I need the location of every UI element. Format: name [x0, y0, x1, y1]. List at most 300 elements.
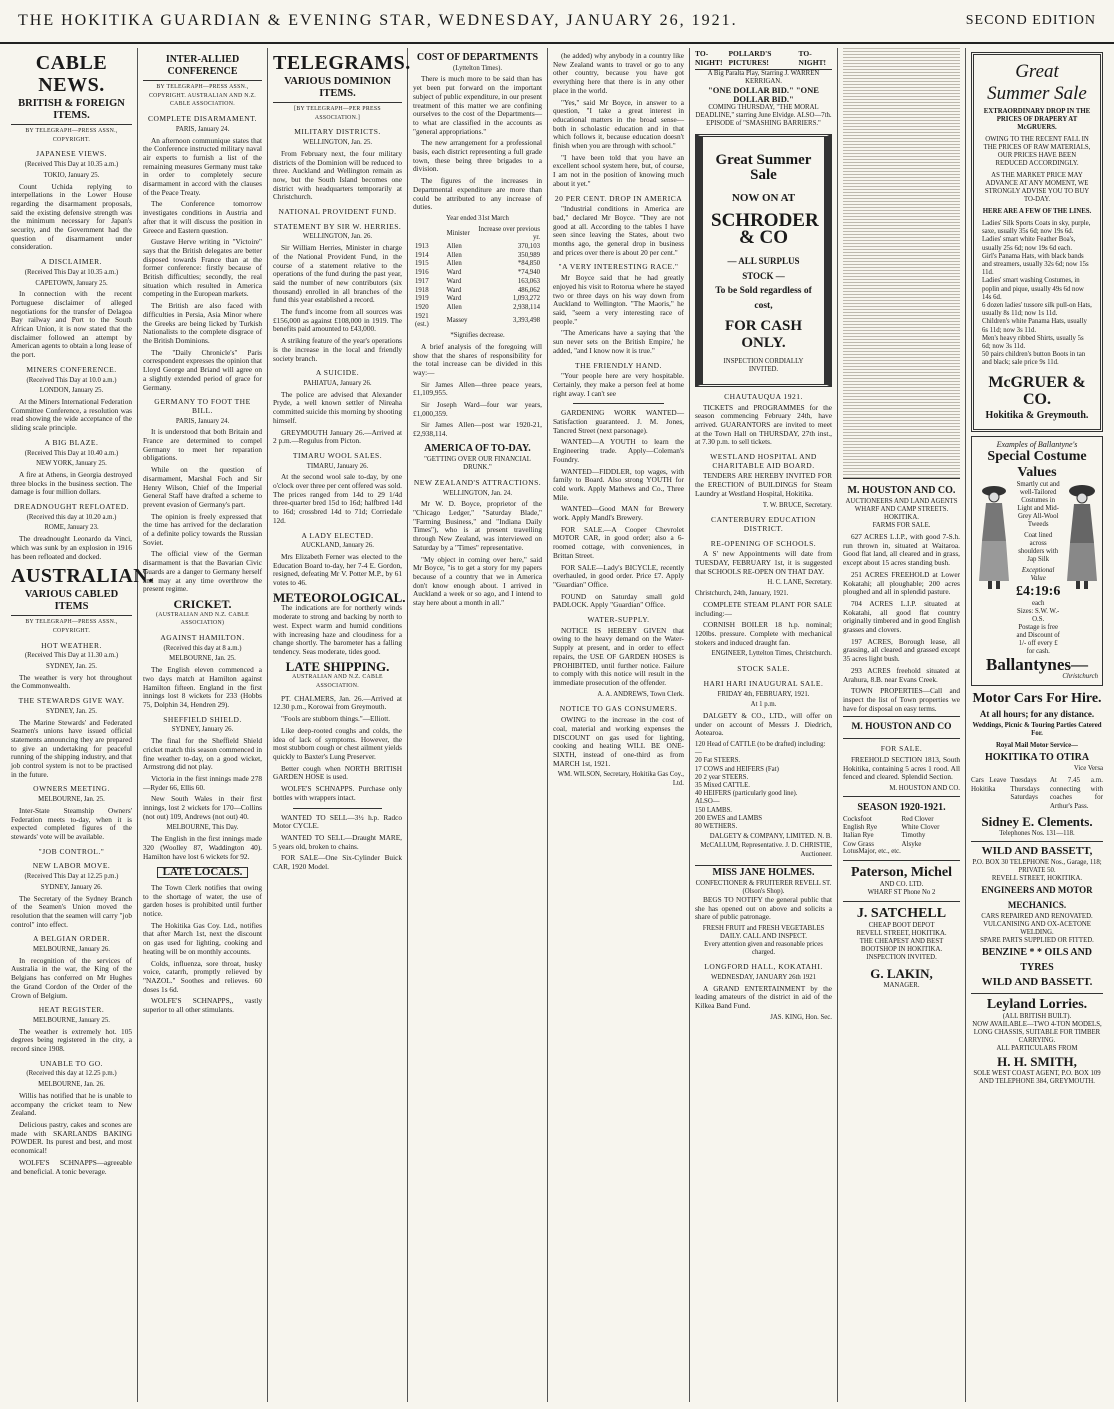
- wild-bassett: WILD AND BASSETT,: [971, 841, 1103, 859]
- sizes: Sizes: S.W. W.-O.S.: [1017, 608, 1060, 624]
- longford-date: WEDNESDAY, JANUARY 26th 1921: [710, 973, 817, 981]
- schroder-name: SCHRODER & CO: [711, 209, 819, 248]
- for-sale-sign: M. HOUSTON AND CO.: [889, 785, 960, 793]
- minister-cell: Massey: [446, 317, 468, 325]
- article-body: At the Miners International Federation Committee Conference, a resolution was read showing the wide acceptance of the sliding scale principle.: [11, 396, 132, 433]
- motor-subtitle: Weddings, Picnic & Touring Parties Catered For.: [972, 722, 1102, 738]
- cost-departments-heading: COST OF DEPARTMENTS: [416, 52, 539, 63]
- minister-cell: Ward: [446, 277, 462, 285]
- article-title: THE FRIENDLY HAND.: [575, 360, 662, 370]
- table-row: [413, 278, 542, 287]
- late-locals-heading: LATE LOCALS.: [157, 867, 248, 878]
- paterson-name: Paterson, Michel: [843, 860, 960, 881]
- lady-left-illustration: [976, 481, 1012, 591]
- classified-ad: WANTED TO SELL—3½ h.p. Radco Motor CYCLE.: [273, 812, 402, 831]
- wild-bassett-2: WILD AND BASSETT.: [981, 975, 1093, 988]
- article-title: A LADY ELECTED.: [301, 530, 374, 540]
- article-body: A striking feature of the year's operations is the increase in the local and friendly society branch.: [273, 336, 402, 363]
- motor-subtitle: At all hours; for any distance.: [979, 709, 1095, 720]
- dateline: SYDNEY, January 26.: [40, 883, 103, 891]
- price: £4:19:6: [1016, 584, 1061, 600]
- pictures-topline: [695, 48, 832, 70]
- increase-cell: 370,103: [517, 243, 540, 251]
- meteorological-heading: METEOROLOGICAL.: [273, 589, 406, 605]
- article-title: OWNERS MEETING.: [33, 784, 110, 794]
- dateline: ROME, January 23.: [44, 524, 99, 532]
- leyland-body: NOW AVAILABLE—TWO 4-TON MODELS, LONG CHASSIS, SUITABLE FOR TIMBER CARRYING.: [972, 1020, 1102, 1044]
- article-body: Mrs Elizabeth Ferner was elected to the Education Board to-day, her 7-4 E. Gordon, resigned, defeating Mr V. Potter M.P., by 61 votes to 46.: [273, 551, 402, 588]
- byline: (AUSTRALIAN AND N.Z. CABLE ASSOCIATION): [156, 611, 249, 627]
- royal-schedule-cars: Cars Leave Hokitika: [971, 776, 1007, 793]
- columns: [6, 48, 1108, 1402]
- mcgruer-name: McGRUER & CO.: [988, 373, 1086, 408]
- dateline: PARIS, January 24.: [175, 125, 230, 133]
- article-body: Count Uchida replying to interpellations in the Lower House regarding the disarmament proposals, said the existing defensive strength was the minimum necessary for Japan's security, and the Government had the question of disarmament under consideration.: [11, 181, 132, 252]
- article-title: NEW LABOR MOVE.: [32, 861, 111, 871]
- holmes-body: BEGS TO NOTIFY the general public that she has opened out on above and solicits a share of public patronage.: [695, 895, 832, 922]
- royal-vice-versa: Vice Versa: [1073, 765, 1103, 773]
- mcgruer-sale-subtitle: EXTRAORDINARY DROP IN THE PRICES OF DRAPERY AT McGRUERS.: [983, 108, 1091, 131]
- year-cell: 1921 (est.): [415, 312, 429, 329]
- dateline: SYDNEY, January 26.: [171, 726, 234, 734]
- article-body: "Industrial conditions in America are bad," declared Mr Boyce. "They are not good at all. According to the tables I have seen since leaving the States, about two months ago, the general drop in business and prices over there is about 20 per cent.": [553, 204, 684, 257]
- seed-item: Alsyke: [901, 839, 922, 848]
- plant-body: CORNISH BOILER 18 h.p. nominal; 120lbs. pressure. Complete with mechanical stokers and induced draught fan.: [695, 620, 832, 647]
- spare-parts: SPARE PARTS SUPPLIED OR FITTED.: [980, 936, 1094, 944]
- article-title: DREADNOUGHT REFLOATED.: [13, 502, 130, 512]
- list-item: 20 Fat STEERS.: [695, 757, 741, 765]
- surplus-stock: — ALL SURPLUS STOCK —: [727, 255, 800, 281]
- article-body: Sir Joseph Ward—four war years, £1,000,359.: [413, 400, 542, 418]
- ballantynes-body: Smartly cut and well-Tailored Costumes in Light and Mid-Grey All-Wool Tweeds: [1016, 481, 1060, 529]
- telegrams-heading: TELEGRAMS.: [273, 52, 411, 74]
- column-adverts-a: [690, 48, 838, 1402]
- notice-title: NOTICE TO GAS CONSUMERS.: [559, 704, 678, 714]
- cash-only: FOR CASH ONLY.: [724, 317, 803, 351]
- lady-right-illustration: [1064, 481, 1100, 591]
- article-body: The English eleven commenced a two days match at Hamilton against Hamilton fifteen. England in the first innings lost 8 wickets for 233 (Hobbs 75, Dolphin 34, Hendren 29).: [143, 665, 262, 709]
- schroder-sale-advert: [695, 134, 832, 387]
- satchell-subtitle: CHEAP BOOT DEPOT: [868, 922, 935, 930]
- list-item: Girl's Panama Hats, with black bands and streamers, usually 32s 6d; now 15s 11d.: [982, 252, 1089, 277]
- leyland-subtitle: (ALL BRITISH BUILT).: [1002, 1012, 1072, 1020]
- chautauqua-body: TICKETS and PROGRAMMES for the season commencing February 24th, have arrived. GUARANTORS are invited to meet at the Town Hall on THURSDAY, 27th inst., at 7.30 p.m. to sell tickets.: [695, 402, 832, 447]
- list-item: 120 Head of CATTLE (to be drafted) including:—: [695, 741, 826, 757]
- hospital-title: WESTLAND HOSPITAL AND CHARITABLE AID BOARD.: [710, 452, 817, 470]
- pictures-title: "ONE DOLLAR BID." "ONE DOLLAR BID.": [708, 85, 819, 105]
- hospital-sign: T. W. BRUCE, Secretary.: [762, 501, 832, 509]
- ballantynes-body-row: [976, 481, 1098, 656]
- edition-label: SECOND EDITION: [965, 13, 1096, 28]
- list-item: ALSO—: [695, 798, 720, 806]
- article-title: HEAT REGISTER.: [38, 1005, 105, 1015]
- plant-title: COMPLETE STEAM PLANT FOR SALE including:—: [695, 599, 832, 618]
- seed-item: Timothy: [901, 831, 926, 840]
- houston-footer: M. HOUSTON AND CO: [843, 716, 960, 739]
- received-line: (Received This Day at 10.35 a.m.): [24, 161, 119, 169]
- motor-title: Motor Cars For Hire.: [972, 691, 1102, 707]
- column-telegrams: [268, 48, 411, 1402]
- minister-cell: Allen: [446, 251, 462, 259]
- blank-hatched-space: [843, 48, 960, 478]
- royal-mail: Royal Mail Motor Service—: [996, 742, 1078, 750]
- seed-item: Cow Grass: [843, 839, 874, 848]
- article-body: Gustave Herve writing in "Victoire" says that the British delegates are better disposed towards France than at the former conference: firstly because of British difficulties; secondly, the real situation which resulted in America competing in the European markets.: [143, 237, 262, 299]
- longford-title: LONGFORD HALL, KOKATAHI.: [704, 962, 823, 972]
- satchell-address: REVELL STREET, HOKITIKA.: [856, 930, 947, 938]
- classified-ad: GARDENING WORK WANTED—Satisfaction guaranteed. J. M. Jones, Tancred Street (next parsonage).: [553, 408, 684, 435]
- seed-item: English Rye: [843, 823, 878, 832]
- article-body: The figures of the increases in Departmental expenditure are more than could be attributed to any increase of duties.: [413, 176, 542, 212]
- list-item: 20 2 year STEERS.: [695, 773, 749, 781]
- stock-sale-body: DALGETY & CO., LTD., will offer on under on account of Messrs J. Diedrich, Aotearoa.: [695, 710, 832, 738]
- stock-sale-sign: DALGETY & COMPANY, LIMITED. N. B. McCALLUM, Representative. J. D. CHRISTIE, Auctioneer.: [700, 833, 832, 858]
- stock-sale-date: FRIDAY 4th, FEBRUARY, 1921.: [717, 690, 810, 698]
- table-row: [413, 304, 542, 313]
- column-adverts-c: [966, 48, 1108, 1402]
- article-title: "A VERY INTERESTING RACE.": [558, 262, 679, 272]
- minister-cell: Ward: [446, 286, 462, 294]
- list-item: 150 LAMBS.: [695, 806, 733, 814]
- lakin-name: G. LAKIN,: [870, 966, 933, 982]
- article-title: MINERS CONFERENCE.: [26, 364, 117, 374]
- article-body: PT. CHALMERS, Jan. 26.—Arrived at 12.30 p.m., Korowai from Greymouth.: [273, 693, 402, 712]
- tonight-right: TO-NIGHT!: [798, 49, 827, 67]
- article-title: THE STEWARDS GIVE WAY.: [18, 696, 125, 706]
- increase-cell: 486,062: [517, 286, 540, 294]
- dateline: MELBOURNE, Jan. 25.: [169, 655, 236, 663]
- article-subtitle: NEW ZEALAND'S ATTRACTIONS.: [413, 477, 542, 487]
- dateline: TOKIO, January 25.: [43, 171, 100, 179]
- ballantynes-title: Special Costume Values: [987, 449, 1087, 481]
- article-body: At the second wool sale to-day, by one o'clock over three per cent offered was sold. The prices ranged from 14d to 29 1/4d three-quarter bred 15d to 16d; halfbred 14d to 16d; crossbred 14d to 71d; Corriedale 12d.: [273, 472, 402, 525]
- engineers: ENGINEERS AND MOTOR MECHANICS.: [981, 884, 1093, 910]
- list-item: 35 Mixed CATTLE.: [695, 782, 750, 790]
- list-item: 6 dozen ladies' tussore silk pull-on Hats, usually 8s 11d; now 1s 11d.: [982, 302, 1092, 318]
- list-item: 40 HEIFERS (particularly good line).: [695, 790, 798, 798]
- article-body: The Hokitika Gas Coy. Ltd., notifies that after March 1st, next the discount on gas used for lighting, cooking and heating will be on monthly accounts.: [143, 920, 262, 956]
- ballantynes-text: [1016, 481, 1060, 656]
- article-body: The indications are for northerly winds moderate to strong and backing by north to west. Expect warm and humid conditions with increasing haze and cloudiness for a change shortly. The barometer has a falling tendency. Seas moderate, tides good.: [273, 603, 402, 656]
- article-body: "My object in coming over here," said Mr Boyce, "is to get a story for my papers because of a country that we in America don't know enough about. I arrived in Auckland a week or so ago, and I intend to stay here about a month in all.": [413, 554, 542, 608]
- article-body: The opinion is freely expressed that the time has arrived for the declaration of a definite policy towards the Russian Soviet.: [143, 511, 262, 547]
- article-body: The Conference tomorrow investigates conditions in Austria and after that it will discuss the position in Greece and Eastern question.: [143, 199, 262, 235]
- year-cell: 1920: [415, 303, 429, 311]
- sold-regardless: To be Sold regardless of cost,: [715, 285, 812, 311]
- expenditure-table: [413, 226, 542, 330]
- article-title: A BIG BLAZE.: [44, 437, 99, 447]
- table-header-cell: Increase over previous yr.: [478, 225, 540, 242]
- column-inter-allied: [138, 48, 268, 1402]
- hospital-body: TENDERS ARE HEREBY INVITED FOR the ERECTION of BUILDINGS for Steam Laundry at Westland Hospital, Hokitika.: [695, 471, 832, 498]
- article-title: 20 PER CENT. DROP IN AMERICA: [554, 193, 683, 203]
- article-body: "The Americans have a saying that 'the sun never sets on the British Empire,' he added, "and I know now it is true.": [553, 328, 684, 355]
- inspection-invited: INSPECTION CORDIALLY INVITED.: [723, 357, 804, 373]
- royal-schedule: [971, 776, 1103, 810]
- minister-cell: Ward: [446, 269, 462, 277]
- article-title: JAPANESE VIEWS.: [36, 149, 107, 159]
- article-title: A BELGIAN ORDER.: [33, 934, 110, 944]
- farm-listing: 197 ACRES, Borough lease, all grassing, all cleared and grassed except 35 acres light bush.: [843, 636, 960, 664]
- houston-subtitle: AUCTIONEERS AND LAND AGENTS: [845, 498, 958, 505]
- holmes-body: Every attention given and reasonable prices charged.: [704, 941, 823, 957]
- farm-listing: 704 ACRES L.I.P. situated at Kokatahi, all good flat country originally timbered and in good English grasses and clovers.: [843, 598, 960, 635]
- article-body: The Marine Stewards' and Federated Seamen's unions have issued official statements announcing they are prepared to give an undertaking for peaceful running of the shipping industry, and that job control system is not to be practised in the future.: [11, 717, 132, 779]
- table-header-cell: [413, 226, 445, 243]
- ballantynes-top: Examples of Ballantyne's: [996, 439, 1078, 449]
- article-body: Colds, influenza, sore throat, husky voice, catarrh, promptly relieved by "NAZOL." Soothes and relieves. 60 doses 1s 6d.: [143, 958, 262, 994]
- byline: BY TELEGRAPH—PRESS ASSN., COPYRIGHT. AUSTRALIAN AND N.Z. CABLE ASSOCIATION.: [148, 84, 257, 108]
- increase-cell: 3,393,498: [512, 317, 540, 325]
- increase-cell: *74,940: [517, 269, 540, 277]
- article-body: "Yes," said Mr Boyce, in answer to a question, "I take a great interest in educational matters in the broad sense—both in scholastic education and in that which follows it, because education doesn't finish when you are through with school.": [553, 97, 684, 151]
- stock-list: [695, 741, 832, 831]
- article-body: "Your people here are very hospitable. Certainly, they make a person feel at home right away. I can't see: [553, 371, 684, 398]
- farms-for-sale: FARMS FOR SALE.: [872, 522, 931, 529]
- list-item: 50 pairs children's button Boots in tan and black; sale price 9s 11d.: [982, 351, 1086, 367]
- year-cell: 1917: [415, 277, 429, 285]
- stock-sale-title: STOCK SALE.: [737, 664, 790, 674]
- increase-cell: 163,063: [517, 277, 540, 285]
- royal-schedule-days: Tuesdays Thursdays Saturdays: [1010, 776, 1040, 802]
- price-each: each: [1031, 600, 1045, 608]
- article-body: Victoria in the first innings made 278—Ryder 66, Ellis 60.: [143, 773, 262, 792]
- table-row: [413, 313, 542, 330]
- article-body: GREYMOUTH January 26.—Arrived at 2 p.m.—Regulus from Picton.: [273, 427, 402, 446]
- list-item: Men's heavy ribbed Shirts, usually 5s 6d; now 3s 11d.: [982, 334, 1084, 351]
- ballantynes-body: Coat lined across shoulders with Jap Silk: [1018, 532, 1059, 564]
- dateline: WELLINGTON, Jan. 25.: [302, 139, 373, 147]
- for-sale-title: FOR SALE.: [880, 744, 923, 754]
- article-title: TIMARU WOOL SALES.: [292, 450, 383, 460]
- article-body: Sir William Herries, Minister in charge of the National Provident Fund, in the course of a statement relative to the operations of the fund during the past year, said the number of new contributors (six thousand) enrolled in all branches of the fund this year established a record.: [273, 243, 402, 305]
- paterson-address: WHARF ST Phone No 2: [867, 889, 936, 897]
- column-cost-departments: [408, 48, 548, 1402]
- article-body: It is understood that both Britain and France are determined to compel Germany to meet her reparation obligations.: [143, 427, 262, 463]
- smith-subtitle: SOLE WEST COAST AGENT, P.O. BOX 109 AND TELEPHONE 384, GREYMOUTH.: [973, 1069, 1101, 1085]
- holmes-title: MISS JANE HOLMES.: [695, 865, 832, 878]
- holmes-body: FRESH FRUIT and FRESH VEGETABLES DAILY. CALL AND INSPECT.: [702, 925, 825, 941]
- farm-listing: 627 ACRES L.I.P., with good 7-S.h. run thrown in, situated at Waitaroa. Good flat land, all cleared and in grass, except about 15 acres standing bush.: [843, 532, 960, 568]
- farm-listing: 293 ACRES freehold situated at Arahura, 8.B. near Evans Creek.: [843, 665, 960, 684]
- article-title: MILITARY DISTRICTS.: [294, 127, 381, 137]
- america-heading: AMERICA OF TO-DAY.: [424, 442, 531, 454]
- list-item: 17 COWS and HEIFERS (Fat): [695, 765, 779, 773]
- dateline: SYDNEY, Jan. 25.: [45, 663, 98, 671]
- notice-signature: WM. WILSON, Secretary, Hokitika Gas Coy., Ltd.: [557, 771, 684, 788]
- clements-name: Sidney E. Clements.: [981, 813, 1093, 829]
- article-subtitle: "GETTING OVER OUR FINANCIAL DRUNK.": [424, 455, 531, 472]
- classified-ad: FOR SALE—One Six-Cylinder Buick CAR, 1920 Model.: [273, 853, 402, 872]
- clements-telephone: Telephones Nos. 131—118.: [999, 829, 1075, 837]
- dateline: WELLINGTON, Jan. 24.: [442, 489, 513, 497]
- article-title: COMPLETE DISARMAMENT.: [147, 114, 258, 124]
- satchell-name: J. SATCHELL: [843, 901, 960, 922]
- smith-name: H. H. SMITH,: [997, 1053, 1077, 1069]
- lines-title: HERE ARE A FEW OF THE LINES.: [982, 208, 1092, 215]
- article-body: "Fools are stubborn things."—Elliott.: [281, 714, 391, 724]
- byline: AUSTRALIAN AND N.Z. CABLE ASSOCIATION.: [292, 674, 383, 690]
- article-body: Sir James Allen—three peace years, £1,109,955.: [413, 379, 542, 398]
- divider: [573, 403, 664, 404]
- list-item: 200 EWES and LAMBS: [695, 814, 763, 822]
- dateline: MELBOURNE, January 26.: [32, 946, 111, 954]
- masthead-title: THE HOKITIKA GUARDIAN & EVENING STAR, WEDNESDAY, JANUARY 26, 1921.: [18, 12, 738, 29]
- received-line: (Received This Day at 12.25 p.m.): [24, 873, 119, 881]
- engineers-sub: CARS REPAIRED AND RENOVATED. VULCANISING AND OX-ACETONE WELDING.: [981, 912, 1093, 936]
- year-cell: 1914: [415, 251, 429, 259]
- article-body: In recognition of the services of Australia in the war, the King of the Belgians has conferred on Mr Hughes the Grand Cordon of the Order of the Crown of Belgium.: [11, 955, 132, 1000]
- ballantynes-city: Christchurch: [1062, 673, 1098, 681]
- chautauqua-title: CHAUTAUQUA 1921.: [724, 391, 803, 401]
- dateline: CAPETOWN, January 25.: [35, 279, 108, 287]
- cricket-heading: CRICKET.: [173, 596, 232, 611]
- sale-now-on: NOW ON AT: [731, 191, 796, 204]
- article-body: Like deep-rooted coughs and colds, the idea of lack of symptoms. However, the most stubborn cough or chest ailment yields quickly to Baxter's Lung Preserver.: [273, 725, 402, 761]
- source-line: (Lyttelton Times).: [452, 64, 503, 72]
- education-sign: H. C. LANE, Secretary.: [767, 579, 832, 587]
- table-row: [413, 260, 542, 269]
- farm-listing: TOWN PROPERTIES—Call and inspect the list of Town properties we have for disposal on easy terms.: [843, 686, 960, 713]
- article-body: The English in the first innings made 320 (Woolley 87, Waddington 40). Hamilton have lost 6 wickets for 92.: [143, 834, 262, 861]
- article-body: The weather is very hot throughout the Commonwealth.: [11, 672, 132, 691]
- article-body: In connection with the recent Portuguese disclaimer of alleged negotiations for the transfer of Delagoa Bay railway and Port to the South African Union, it is now stated that the disclaimer followed an attempt by American agents to obtain a long lease of the port.: [11, 289, 132, 360]
- classified-ad: FOR SALE.—A Cooper Chevrolet MOTOR CAR, in good order; also a 6-roomed cottage, with conveniences, in Brittan Street.: [553, 524, 684, 560]
- wild-box: P.O. BOX 30 TELEPHONE Nos., Garage, 118; PRIVATE 50.: [972, 858, 1102, 874]
- advert-text: Delicious pastry, cakes and scones are made with SKARLANDS BAKING POWDER. Its purest and best, and most economical!: [11, 1119, 132, 1156]
- received-line: (Received This Day at 10.40 a.m.): [24, 449, 119, 457]
- year-cell: 1919: [415, 295, 429, 303]
- dateline: TIMARU, January 26.: [306, 462, 369, 470]
- article-body: The police are advised that Alexander Pryde, a well known settler of Nireaha committed suicide this morning by shooting himself.: [273, 389, 402, 425]
- list-item: 80 WETHERS.: [695, 823, 738, 831]
- masthead: [0, 0, 1114, 44]
- education-body: A S' new Appointments will date from TUESDAY, FEBRUARY 1st, it is suggested that SCHOOLS RE-OPEN ON THAT DAY.: [695, 549, 832, 576]
- table-row: [413, 295, 542, 304]
- article-body: Inter-State Steamship Owners' Federation meets to-day, when it is expected completed figures of the stewards' vote will be available.: [11, 805, 132, 841]
- houston-title: M. HOUSTON AND CO.: [843, 478, 960, 498]
- article-title: SHEFFIELD SHIELD.: [163, 714, 242, 724]
- increase-cell: 350,989: [517, 251, 540, 259]
- article-body: Sir James Allen—post war 1920-21, £2,938,114.: [413, 420, 542, 439]
- byline: BY TELEGRAPH—PRESS ASSN., COPYRIGHT.: [25, 619, 118, 634]
- dateline: LONDON, January 25.: [39, 387, 104, 395]
- advert-text: WOLFE'S SCHNAPPS—agreeable and beneficial. A tonic beverage.: [11, 1157, 132, 1176]
- stock-sale-time: At 1 p.m.: [750, 701, 777, 709]
- wild-address: REVELL STREET, HOKITIKA.: [991, 874, 1083, 882]
- benzine: BENZINE * * OILS AND TYRES: [981, 946, 1093, 973]
- article-body: The final for the Sheffield Shield cricket match this season commenced in fine weather to-day, on a good wicket, Armstrong did not play.: [143, 736, 262, 772]
- dateline: NEW YORK, January 25.: [36, 460, 107, 468]
- minister-cell: Ward: [446, 295, 462, 303]
- article-title: GERMANY TO FOOT THE BILL.: [154, 397, 251, 415]
- dateline: MELBOURNE, Jan. 25.: [38, 796, 105, 804]
- article-body: An afternoon communique states that the Conference instructed military naval air experts to furnish a list of the remaining measures Germany must take in order to completely secure disarmament in accord with the clauses of the Peace Treaty.: [143, 135, 262, 197]
- royal-schedule-time: At 7.45 a.m. connecting with coaches for Arthur's Pass.: [1049, 776, 1103, 810]
- increase-cell: 2,938,114: [513, 303, 540, 311]
- table-row: [413, 243, 542, 252]
- article-body: The official view of the German disarmament is that the Bavarian Civic Guards are a danger to Germany herself and may at any time overthrow the present regime.: [143, 549, 262, 594]
- mcgruer-sale-advert: [971, 52, 1103, 432]
- plant-sign: ENGINEER, Lyttelton Times, Christchurch.: [711, 650, 832, 658]
- houston-address: WHARF AND CAMP STREETS. HOKITIKA.: [854, 506, 949, 521]
- british-foreign-heading: BRITISH & FOREIGN ITEMS.: [11, 98, 132, 125]
- article-body: Better cough when NORTH BRITISH GARDEN HOSE is used.: [273, 763, 402, 782]
- classified-ad: WANTED—FIDDLER, top wages, with family to Board. Also strong YOUTH for cold work. Apply Mathews and Co., Three Mile.: [553, 466, 684, 502]
- dateline: PARIS, January 24.: [175, 417, 230, 425]
- pollards-pictures: POLLARD'S PICTURES!: [728, 49, 772, 67]
- year-cell: 1916: [415, 269, 429, 277]
- article-body: The weather is extremely hot. 105 degrees being registered in the city, a record since 1908.: [11, 1026, 132, 1054]
- list-item: Ladies' smart washing Costumes, in poplin and pique, usually 49s 6d now 14s 6d.: [982, 277, 1084, 301]
- minister-cell: Allen: [446, 260, 462, 268]
- seed-more: LotusMajor, etc., etc.: [843, 848, 901, 856]
- dateline: PAHIATUA, January 26.: [303, 379, 372, 387]
- longford-body: A GRAND ENTERTAINMENT by the leading amateurs of the district in aid of the Kilkea Band Fund.: [695, 983, 832, 1010]
- year-cell: 1913: [415, 243, 429, 251]
- received-line: (Received this day at 10.20 a.m.): [26, 513, 117, 521]
- pictures-body: A Big Paralta Play, Starring J. WARREN KERRIGAN.: [707, 70, 820, 86]
- article-body: From February next, the four military districts of the Dominion will be reduced to three. Auckland and Wellington remain as now, but the South Island becomes one district with headquarters temporarily at Christchurch.: [273, 148, 402, 202]
- classified-ad: WANTED—Good MAN for Brewery work. Apply Mandl's Brewery.: [553, 504, 684, 523]
- mcgruer-sale-title: Great Summer Sale: [987, 61, 1087, 104]
- article-body: Mr W. D. Boyce, proprietor of the "Chicago Ledger," "Saturday Blade," "Farming Business," and "Indiana Daily Times"), who is at present travelling through New Zealand, was interviewed on Saturday by a "Times" representative.: [413, 499, 542, 552]
- notice-title: WATER-SUPPLY.: [587, 615, 650, 625]
- article-subtitle: STATEMENT BY SIR W. HERRIES.: [273, 221, 402, 231]
- australian-subheading: VARIOUS CABLED ITEMS: [11, 589, 132, 616]
- article-body: The "Daily Chronicle's" Paris correspondent expresses the opinion that Lloyd George and Briand will agree on a slightly extended period of grace for Germany.: [143, 347, 262, 392]
- postage: Postage is free and Discount of 1/- off every £ for cash.: [1016, 624, 1060, 656]
- classified-ad: FOR SALE—Lady's BICYCLE, recently overhauled, in good order. Price £7. Apply "Guardian" Office.: [553, 562, 684, 589]
- dateline: AUCKLAND, January 26.: [301, 542, 374, 550]
- mcgruer-location: Hokitika & Greymouth.: [985, 409, 1089, 421]
- minister-cell: Allen: [446, 243, 462, 251]
- dateline: SYDNEY, Jan. 25.: [45, 707, 98, 715]
- received-line: (Received This Day at 10.0 a.m.): [26, 376, 117, 384]
- article-body: The new arrangement for a professional basis, each district representing a full grade town, these being three brigades to a division.: [413, 138, 542, 174]
- inter-allied-heading: INTER-ALLIED CONFERENCE: [143, 54, 262, 81]
- notice-body: OWING to the increase in the cost of coal, material and working expenses the DISCOUNT on gas used for lighting, cooking and heating WILL BE ONE-SIXTH, instead of one-third as from MARCH 1st, 1921.: [553, 715, 684, 768]
- minister-cell: Allen: [446, 303, 462, 311]
- cable-news-heading: CABLE NEWS.: [35, 52, 108, 96]
- column-adverts-b: [838, 48, 966, 1402]
- australian-heading: AUSTRALIAN.: [11, 565, 154, 588]
- tonight-left: TO-NIGHT!: [695, 49, 723, 67]
- article-body: Mr Boyce said that he had greatly enjoyed his visit to Rotorua where he stayed two or three days on his way down from Auckland to Wellington. "The Maoris," he said, "seem a very interesting race of people.": [553, 273, 684, 326]
- seed-item: Italian Rye: [843, 831, 874, 840]
- article-body: While on the question of disarmament, Marshal Foch and Sir Henry Wilson, Chief of the Imperial General Staff have drafted a scheme to prevent evasion of Germany's part.: [143, 465, 262, 509]
- sale-title: Great Summer Sale: [715, 151, 812, 183]
- article-title: HOT WEATHER.: [41, 640, 102, 650]
- divider: [293, 808, 382, 809]
- education-title: CANTERBURY EDUCATION DISTRICT.: [711, 515, 816, 533]
- list-item: Children's white Panama Hats, usually 6s 11d; now 3s 11d.: [982, 318, 1087, 334]
- farm-listing: 251 ACRES FREEHOLD at Lower Kokatahi; all ploughable; 200 acres ploughed and all in splendid pasture.: [843, 569, 960, 597]
- dateline: MELBOURNE, This Day.: [166, 824, 239, 832]
- holmes-subtitle: CONFECTIONER & FRUITERER REVELL ST. (Olson's Shop).: [695, 880, 832, 896]
- seed-item: Cocksfoot: [843, 814, 872, 823]
- seed-list: [843, 815, 960, 848]
- mcgruer-sale-body: AS THE MARKET PRICE MAY ADVANCE AT ANY MOMENT, WE STRONGLY ADVISE YOU TO BUY TO-DAY.: [984, 172, 1090, 203]
- article-body: The Town Clerk notifies that owing to the shortage of water, the use of garden hoses is prohibited until further notice.: [143, 882, 262, 919]
- increase-cell: 1,093,272: [512, 295, 540, 303]
- article-body: The fund's income from all sources was £156,000 as against £108,000 in 1919. The benefits paid amounted to £43,000.: [273, 307, 402, 334]
- late-shipping-heading: LATE SHIPPING.: [285, 658, 390, 674]
- notice-body: NOTICE IS HEREBY GIVEN that owing to the heavy demand on the Water-Supply at present, and in order to effect repairs, the USE OF GARDEN HOSES is PROHIBITED, until further notice. Failure to comply with this notice will result in the immediate prosecution of the offender.: [553, 625, 684, 687]
- classified-ad: WANTED TO SELL—Draught MARE, 5 years old, broken to chains.: [273, 832, 402, 851]
- ballantynes-advert: [971, 436, 1103, 687]
- leyland-title: Leyland Lorries.: [971, 993, 1103, 1013]
